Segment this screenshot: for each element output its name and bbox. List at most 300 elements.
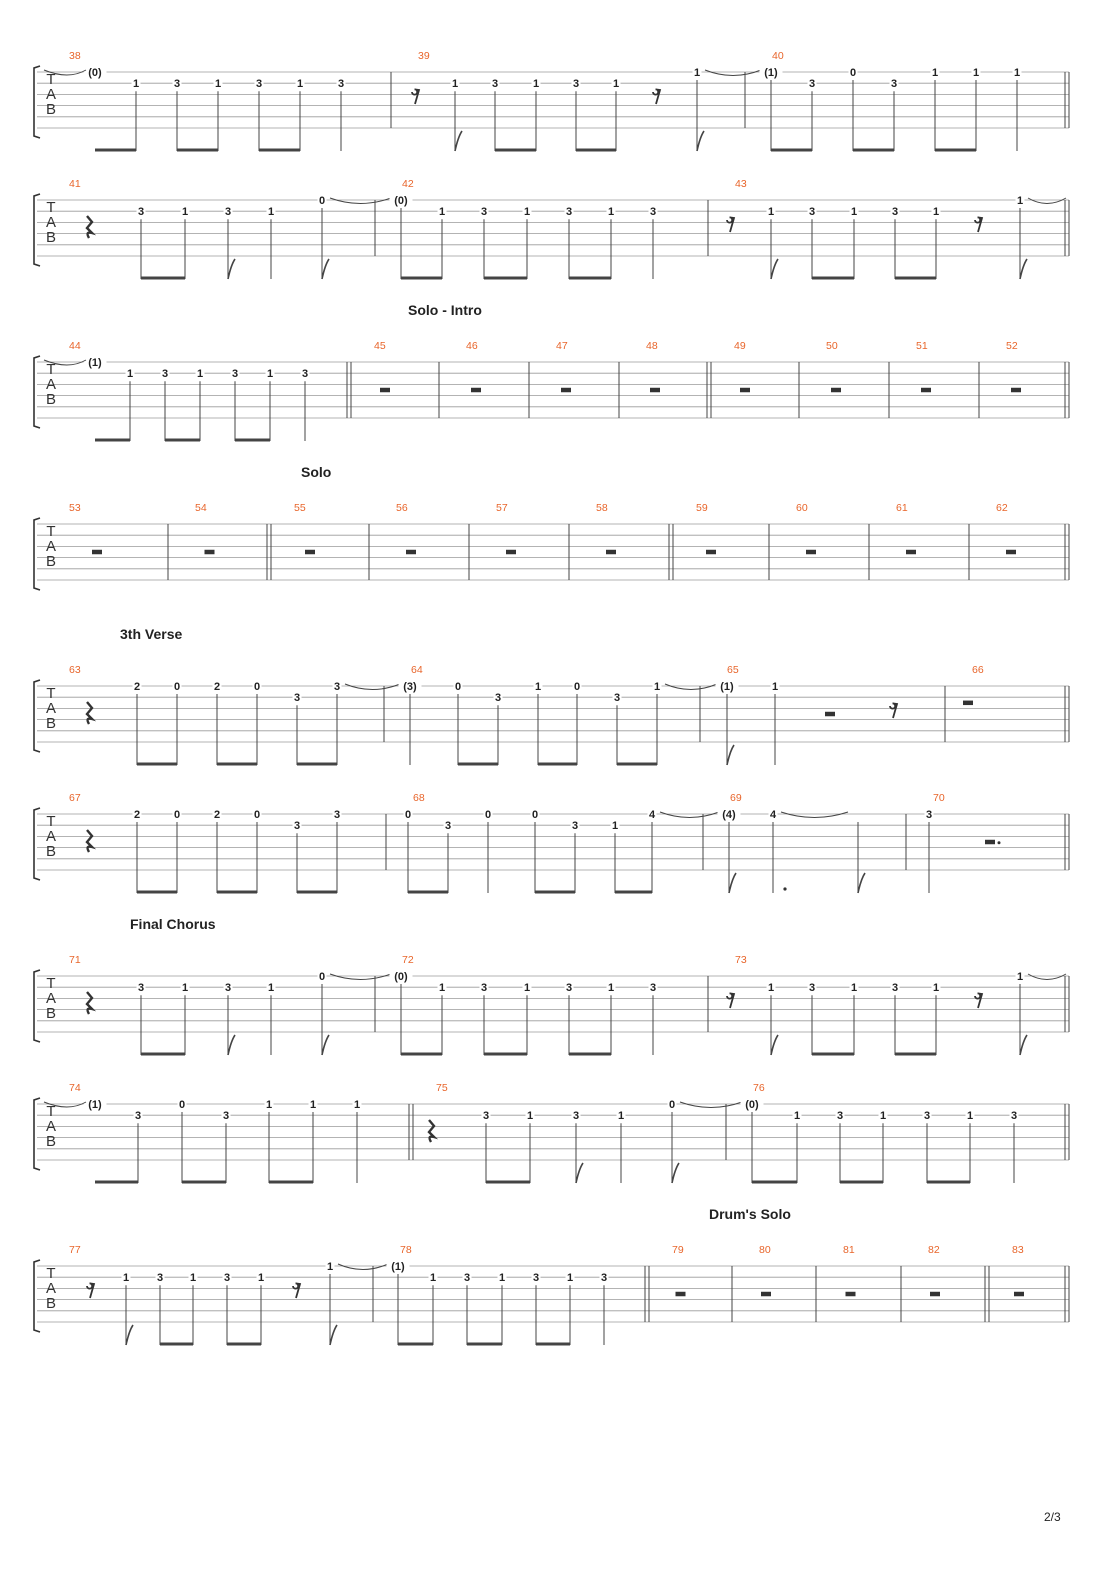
rest-symbol [1011,388,1021,393]
rest-symbol [561,388,571,393]
tab-system [34,792,1069,894]
note-flag [771,259,778,279]
rest-symbol [606,550,616,555]
fret-number: 1 [532,78,540,91]
system-bracket [34,970,40,1042]
measure-number: 59 [696,502,708,514]
fret-number: 3 [891,982,899,995]
measure-number: 75 [436,1082,448,1094]
rest-symbol [985,840,995,845]
note-beam [771,149,812,152]
measure-number: 52 [1006,340,1018,352]
tab-clef-letter: A [45,828,57,845]
rest-symbol [380,388,390,393]
fret-number: 3 [173,78,181,91]
tie-arc [781,812,848,818]
fret-number: 3 [836,1110,844,1123]
system-bracket [34,518,40,590]
measure-number: 39 [418,50,430,62]
fret-number: 3 [463,1272,471,1285]
fret-number: 1 [617,1110,625,1123]
measure-number: 51 [916,340,928,352]
fret-number: 2 [133,681,141,693]
fret-number: 3 [572,1110,580,1123]
tab-clef-letter: B [45,715,57,732]
fret-number: 3 [137,982,145,995]
quarter-rest [87,830,92,852]
fret-number: 1 [266,368,274,381]
tie-arc [660,812,719,818]
note-flag [771,1035,778,1055]
note-beam [538,763,577,766]
measure-number: 69 [730,792,742,804]
tab-clef-letter: T [46,199,56,216]
measure-number: 68 [413,792,425,804]
fret-number: 0 [173,681,181,693]
fret-number: 3 [161,368,169,381]
measure-number: 46 [466,340,478,352]
note-flag [1020,1035,1027,1055]
system-bracket [34,808,40,880]
fret-number: 1 [850,206,858,219]
system-bracket [34,194,40,266]
fret-number: 1 [181,206,189,219]
measure-number: 72 [402,954,414,966]
fret-number: 1 [196,368,204,381]
measure-number: 60 [796,502,808,514]
note-beam [235,439,270,442]
note-beam [895,1053,936,1056]
note-beam [182,1181,226,1184]
fret-number: 3 [223,1272,231,1285]
fret-number: 3 [808,982,816,995]
tab-clef-letter: B [45,1133,57,1150]
note-beam [569,277,611,280]
fret-number: 1 [972,67,980,79]
section-label: Final Chorus [130,916,216,932]
fret-number: 1 [653,681,661,693]
fret-number: (1) [88,357,102,369]
note-beam [935,149,976,152]
measure-number: 50 [826,340,838,352]
note-beam [484,277,527,280]
note-flag [330,1325,337,1345]
measure-number: 40 [772,50,784,62]
tab-system [34,178,1069,280]
note-beam [95,439,130,442]
fret-number: 1 [612,78,620,91]
fret-number: 3 [293,820,301,833]
fret-number: 3 [649,206,657,219]
tab-system [34,464,1069,590]
fret-number: 3 [808,78,816,91]
measure-number: 83 [1012,1244,1024,1256]
fret-number: 3 [333,809,341,821]
eighth-rest [975,993,982,1008]
measure-number: 67 [69,792,81,804]
fret-number: 0 [404,809,412,821]
system-bracket [34,1098,40,1170]
fret-number: 1 [523,206,531,219]
tie-arc [330,974,391,980]
fret-number: 0 [668,1099,676,1111]
note-beam [495,149,536,152]
tie-arc [665,684,717,690]
fret-number: (1) [764,67,778,79]
fret-number: 1 [438,982,446,995]
rest-symbol [1014,1292,1024,1297]
fret-number: 0 [573,681,581,693]
fret-number: 3 [301,368,309,381]
tab-clef-letter: T [46,361,56,378]
tab-system [34,1082,1069,1184]
measure-number: 76 [753,1082,765,1094]
note-beam [141,277,185,280]
system-bracket [34,680,40,752]
quarter-rest [87,216,92,238]
note-flag [126,1325,133,1345]
rest-symbol [806,550,816,555]
fret-number: (4) [722,809,736,821]
fret-number: 2 [133,809,141,821]
fret-number: 1 [498,1272,506,1285]
tie-arc [338,1264,388,1270]
rest-symbol [825,712,835,717]
measure-number: 70 [933,792,945,804]
tab-clef-letter: A [45,538,57,555]
tab-clef-letter: A [45,1118,57,1135]
note-beam [484,1053,527,1056]
measure-number: 79 [672,1244,684,1256]
note-beam [576,149,616,152]
fret-number: 1 [267,206,275,219]
fret-number: (0) [394,971,408,983]
fret-number: 1 [438,206,446,219]
note-beam [467,1343,502,1346]
measure-number: 48 [646,340,658,352]
note-flag [228,1035,235,1055]
note-beam [569,1053,611,1056]
fret-number: 1 [1016,195,1024,207]
note-beam [927,1181,970,1184]
quarter-rest [87,992,92,1014]
tab-clef-letter: A [45,376,57,393]
fret-number: 3 [337,78,345,91]
tab-clef-letter: T [46,1265,56,1282]
note-flag [727,745,734,765]
measure-number: 80 [759,1244,771,1256]
measure-number: 65 [727,664,739,676]
tab-clef-letter: B [45,843,57,860]
tab-system [34,1206,1069,1346]
note-beam [535,891,575,894]
measure-number: 54 [195,502,207,514]
tab-clef-letter: A [45,990,57,1007]
measure-number: 56 [396,502,408,514]
fret-number: 3 [255,78,263,91]
tab-clef-letter: T [46,523,56,540]
tab-clef-letter: T [46,685,56,702]
measure-number: 42 [402,178,414,190]
note-beam [458,763,498,766]
fret-number: 1 [611,820,619,833]
tie-arc [705,70,761,76]
fret-number: (0) [745,1099,759,1111]
note-flag [858,873,865,893]
section-label: Solo - Intro [408,302,482,318]
fret-number: 1 [850,982,858,995]
measure-number: 71 [69,954,81,966]
section-label: Drum's Solo [709,1206,791,1222]
note-beam [895,277,936,280]
measure-number: 74 [69,1082,81,1094]
measure-number: 38 [69,50,81,62]
section-label: 3th Verse [120,626,183,642]
fret-number: 1 [181,982,189,995]
fret-number: 0 [178,1099,186,1111]
note-flag [322,259,329,279]
note-beam [812,277,854,280]
fret-number: (0) [88,67,102,79]
fret-number: 3 [649,982,657,995]
fret-number: 0 [318,195,326,207]
fret-number: 1 [309,1099,317,1111]
tie-arc [345,684,400,690]
fret-number: 3 [808,206,816,219]
fret-number: 1 [523,982,531,995]
fret-number: 3 [565,206,573,219]
fret-number: 1 [767,206,775,219]
fret-number: 1 [257,1272,265,1285]
rest-symbol [906,550,916,555]
fret-number: 0 [849,67,857,79]
rest-symbol [406,550,416,555]
note-beam [408,891,448,894]
fret-number: 1 [566,1272,574,1285]
note-beam [137,763,177,766]
measure-number: 82 [928,1244,940,1256]
measure-number: 77 [69,1244,81,1256]
measure-number: 41 [69,178,81,190]
rest-symbol [740,388,750,393]
note-beam [615,891,652,894]
fret-number: (3) [403,681,417,693]
tab-system [34,50,1069,152]
tab-clef-letter: T [46,975,56,992]
fret-number: 1 [296,78,304,91]
note-beam [95,149,136,152]
fret-number: 3 [923,1110,931,1123]
fret-number: 3 [231,368,239,381]
tie-arc [680,1102,742,1108]
note-flag [729,873,736,893]
eighth-rest [727,217,734,232]
rest-symbol [1006,550,1016,555]
tab-clef-letter: A [45,214,57,231]
fret-number: 1 [265,1099,273,1111]
rest-symbol [921,388,931,393]
quarter-rest [429,1120,434,1142]
tab-system [34,916,1069,1056]
fret-number: 1 [126,368,134,381]
fret-number: 1 [451,78,459,91]
tie-arc [1028,198,1066,204]
note-beam [401,277,442,280]
fret-number: 1 [607,982,615,995]
measure-number: 44 [69,340,81,352]
measure-number: 61 [896,502,908,514]
note-beam [217,763,257,766]
measure-number: 73 [735,954,747,966]
fret-number: 3 [571,820,579,833]
fret-number: 1 [932,982,940,995]
fret-number: (0) [394,195,408,207]
fret-number: 3 [134,1110,142,1123]
fret-number: 4 [648,809,656,821]
note-flag [697,131,704,151]
measure-number: 47 [556,340,568,352]
fret-number: 1 [267,982,275,995]
note-flag [455,131,462,151]
page-number: 2/3 [1044,1510,1061,1524]
fret-number: 1 [1013,67,1021,79]
fret-number: 3 [890,78,898,91]
fret-number: 3 [156,1272,164,1285]
fret-number: 0 [454,681,462,693]
fret-number: 3 [224,206,232,219]
quarter-rest [87,702,92,724]
measure-number: 49 [734,340,746,352]
fret-number: 3 [222,1110,230,1123]
tab-clef-letter: B [45,391,57,408]
fret-number: 2 [213,809,221,821]
fret-number: 1 [526,1110,534,1123]
eighth-rest [87,1283,94,1298]
note-flag [576,1163,583,1183]
note-flag [322,1035,329,1055]
note-flag [1020,259,1027,279]
note-beam [752,1181,797,1184]
fret-number: 1 [429,1272,437,1285]
note-beam [227,1343,261,1346]
tab-clef-letter: T [46,1103,56,1120]
system-bracket [34,1260,40,1332]
tab-clef-letter: B [45,229,57,246]
note-beam [297,891,337,894]
fret-number: (1) [391,1261,405,1273]
fret-number: 3 [224,982,232,995]
rest-symbol [930,1292,940,1297]
fret-number: 3 [532,1272,540,1285]
fret-number: 3 [600,1272,608,1285]
fret-number: 1 [534,681,542,693]
section-label: Solo [301,464,332,480]
tab-clef-letter: B [45,553,57,570]
eighth-rest [293,1283,300,1298]
fret-number: 3 [480,206,488,219]
fret-number: 3 [1010,1110,1018,1123]
fret-number: 1 [771,681,779,693]
fret-number: 3 [613,692,621,705]
system-bracket [34,66,40,138]
fret-number: 2 [213,681,221,693]
tab-system [34,302,1069,442]
rest-symbol [471,388,481,393]
fret-number: 1 [931,67,939,79]
note-flag [228,259,235,279]
fret-number: 1 [1016,971,1024,983]
eighth-rest [412,89,419,104]
rest-symbol [205,550,215,555]
eighth-rest [727,993,734,1008]
note-beam [95,1181,138,1184]
note-beam [297,763,337,766]
note-beam [486,1181,530,1184]
fret-number: 0 [484,809,492,821]
fret-number: 0 [173,809,181,821]
rest-symbol [706,550,716,555]
tie-arc [330,198,391,204]
fret-number: 3 [444,820,452,833]
tab-clef-letter: T [46,71,56,88]
measure-number: 58 [596,502,608,514]
fret-number: 3 [494,692,502,705]
rest-symbol [92,550,102,555]
fret-number: 1 [122,1272,130,1285]
measure-number: 57 [496,502,508,514]
note-beam [137,891,177,894]
fret-number: 1 [214,78,222,91]
measure-number: 63 [69,664,81,676]
fret-number: 1 [767,982,775,995]
measure-number: 78 [400,1244,412,1256]
fret-number: 3 [925,809,933,821]
fret-number: 3 [137,206,145,219]
fret-number: 3 [333,681,341,693]
measure-number: 55 [294,502,306,514]
fret-number: 3 [482,1110,490,1123]
note-beam [398,1343,433,1346]
fret-number: 1 [189,1272,197,1285]
note-beam [853,149,894,152]
fret-number: 1 [966,1110,974,1123]
tab-clef-letter: A [45,86,57,103]
measure-number: 81 [843,1244,855,1256]
fret-number: 0 [531,809,539,821]
fret-number: 1 [693,67,701,79]
fret-number: 1 [326,1261,334,1273]
note-beam [269,1181,313,1184]
measure-number: 64 [411,664,423,676]
note-beam [217,891,257,894]
tab-clef-letter: A [45,1280,57,1297]
tie-arc [1028,974,1066,980]
measure-number: 66 [972,664,984,676]
fret-number: 1 [353,1099,361,1111]
eighth-rest [653,89,660,104]
note-beam [177,149,218,152]
note-beam [401,1053,442,1056]
note-beam [617,763,657,766]
tab-system [34,626,1069,766]
note-beam [259,149,300,152]
fret-number: 0 [253,809,261,821]
fret-number: 4 [769,809,777,821]
system-bracket [34,356,40,428]
fret-number: 1 [607,206,615,219]
tab-clef-letter: B [45,1295,57,1312]
tab-clef-letter: T [46,813,56,830]
